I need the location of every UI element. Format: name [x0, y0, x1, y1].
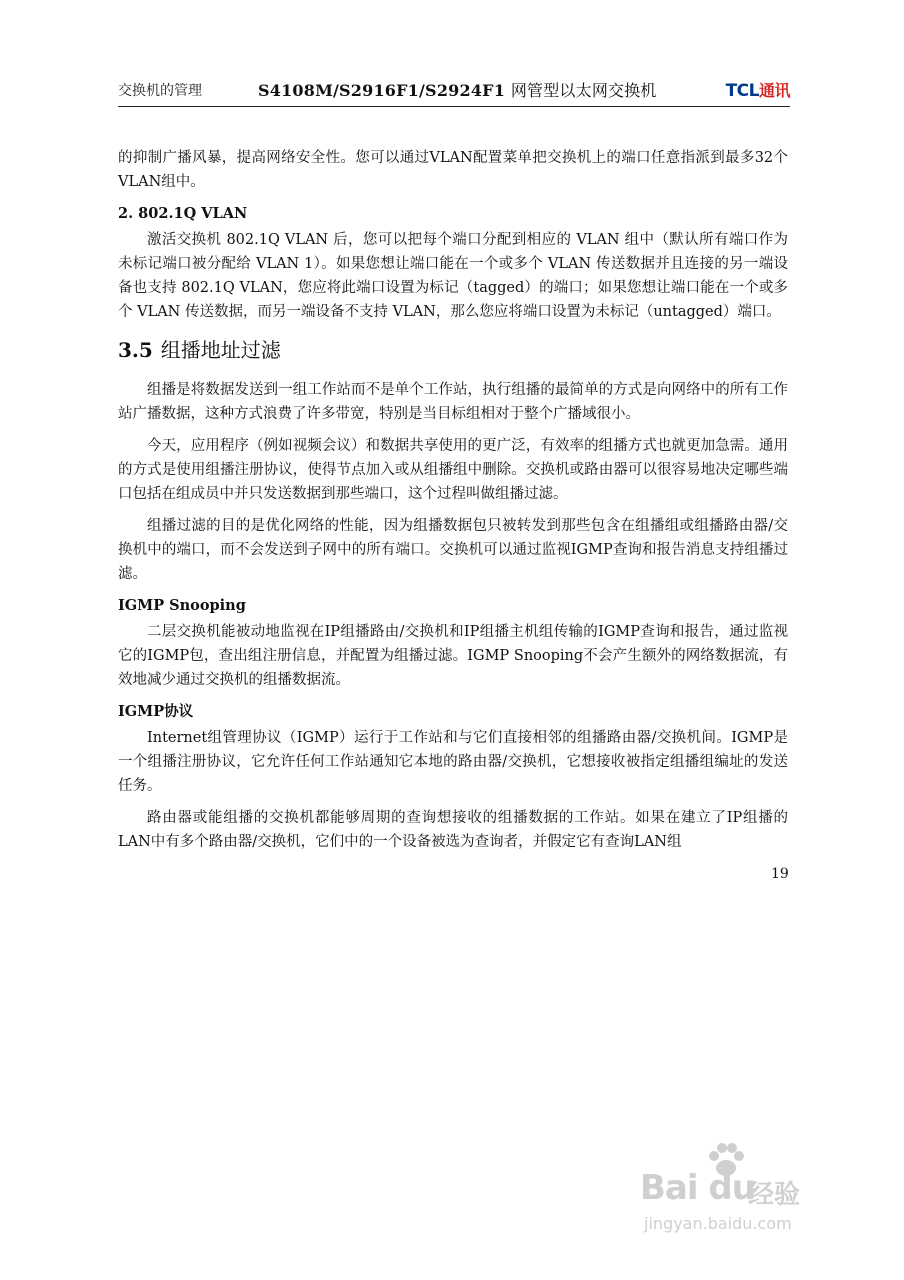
- paragraph-multicast-2: 今天，应用程序（例如视频会议）和数据共享使用的更广泛，有效率的组播方式也就更加急需。通用的方式是使用组播注册协议，使得节点加入或从组播组中删除。交换机或路由器可以很容易地决定哪些端口包括在组成员中并只发送数据到那些端口，这个过程叫做组播过滤。: [118, 438, 788, 502]
- baidu-watermark: [640, 1148, 800, 1248]
- tcl-logo: [726, 78, 790, 101]
- page-number: 19: [771, 866, 789, 882]
- paragraph-intro: 的抑制广播风暴，提高网络安全性。您可以通过VLAN配置菜单把交换机上的端口任意指派到最多32个VLAN组中。: [118, 150, 788, 190]
- paragraph-igmp-snooping: 二层交换机能被动地监视在IP组播路由/交换机和IP组播主机组传输的IGMP查询和报告，通过监视它的IGMP包，查出组注册信息，并配置为组播过滤。IGMP Snooping不会产生额外的网络数据流，有效地减少通过交换机的组播数据流。: [118, 624, 788, 688]
- page-body: [118, 146, 788, 862]
- page-header: [118, 78, 790, 104]
- logo-cn: 通讯: [758, 81, 790, 100]
- paragraph-igmp-2: 路由器或能组播的交换机都能够周期的查询想接收的组播数据的工作站。如果在建立了IP组播的LAN中有多个路由器/交换机，它们中的一个设备被选为查询者，并假定它有查询LAN组: [118, 810, 788, 850]
- header-title: [258, 78, 657, 101]
- heading-igmp-protocol: IGMP协议: [118, 703, 194, 720]
- paragraph-multicast-3: 组播过滤的目的是优化网络的性能，因为组播数据包只被转发到那些包含在组播组或组播路由器/交换机中的端口，而不会发送到子网中的所有端口。交换机可以通过监视IGMP查询和报告消息支持组播过滤。: [118, 518, 788, 582]
- watermark-brand-cn: 经验: [748, 1180, 801, 1210]
- watermark-brand: Bai du: [640, 1168, 755, 1208]
- watermark-url: jingyan.baidu.com: [644, 1214, 792, 1233]
- section-number: 3.5: [118, 338, 153, 362]
- logo-text: TCL: [725, 81, 759, 101]
- header-model: S4108M/S2916F1/S2924F1: [258, 81, 506, 100]
- heading-8021q: 2. 802.1Q VLAN: [118, 205, 248, 222]
- header-chapter: 交换机的管理: [118, 83, 202, 99]
- header-rule: [118, 106, 790, 107]
- header-model-desc: 网管型以太网交换机: [510, 81, 657, 100]
- section-heading: [118, 336, 788, 364]
- paragraph-igmp-1: Internet组管理协议（IGMP）运行于工作站和与它们直接相邻的组播路由器/交换机间。IGMP是一个组播注册协议，它允许任何工作站通知它本地的路由器/交换机，它想接收被指定组播组编址的发送任务。: [118, 730, 788, 794]
- paragraph-8021q: 激活交换机 802.1Q VLAN 后，您可以把每个端口分配到相应的 VLAN 组中（默认所有端口作为未标记端口被分配给 VLAN 1）。如果您想让端口能在一个或多个 VLAN 传送数据并且连接的另一端设备也支持 802.1Q VLAN，您应将此端口设置为标记（tagged）的端口；如果您想让端口能在一个或多个 VLAN 传送数据，而另一端设备不支持 VLAN，那么您应将端口设置为未标记（untagged）端口。: [118, 232, 788, 320]
- paragraph-multicast-1: 组播是将数据发送到一组工作站而不是单个工作站，执行组播的最简单的方式是向网络中的所有工作站广播数据，这种方式浪费了许多带宽，特别是当目标组相对于整个广播域很小。: [118, 382, 788, 422]
- section-title: 组播地址过滤: [160, 338, 281, 362]
- heading-igmp-snooping: IGMP Snooping: [118, 597, 246, 614]
